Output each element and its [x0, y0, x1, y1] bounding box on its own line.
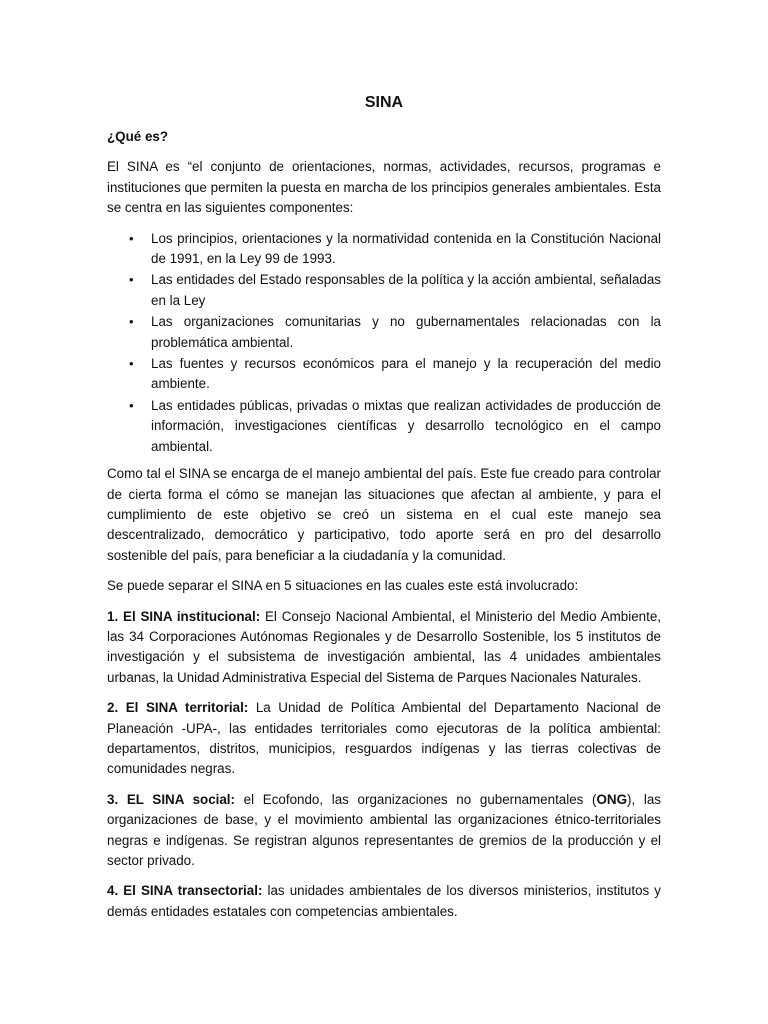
- section-social: [107, 790, 661, 872]
- section-transectorial-text: las unidades ambientales de los diversos ministerios, institutos y demás entidades estatales con competencias ambientales.: [107, 883, 661, 919]
- section-territorial-lead: 2. El SINA territorial:: [107, 700, 249, 716]
- document-title: SINA: [364, 94, 404, 111]
- function-paragraph: Como tal el SINA se encarga de el manejo ambiental del país. Este fue creado para controlar de cierta forma el cómo se manejan las situaciones que afectan al ambiente, y para el cumplimiento de este objetivo se creó un sistema en el cual este manejo sea descentralizado, democrático y participativo, todo aporte será en pro del desarrollo sostenible del país, para beneficiar a la ciudadanía y la comunidad.: [107, 466, 661, 563]
- list-item-text: Las fuentes y recursos económicos para el manejo y la recuperación del medio ambiente.: [151, 356, 661, 392]
- list-item: [107, 312, 661, 353]
- list-item-text: Las entidades públicas, privadas o mixtas que realizan actividades de producción de información, investigaciones científicas y desarrollo tecnológico en el campo ambiental.: [151, 397, 661, 454]
- situations-paragraph: Se puede separar el SINA en 5 situaciones en las cuales este está involucrado:: [107, 578, 579, 594]
- components-list: [107, 229, 661, 457]
- intro-paragraph: El SINA es “el conjunto de orientaciones, normas, actividades, recursos, programas e instituciones que permiten la puesta en marcha de los principios generales ambientales. Esta se centra en las siguientes componentes:: [107, 159, 661, 216]
- list-item-text: Las organizaciones comunitarias y no gubernamentales relacionadas con la problemática ambiental.: [151, 314, 661, 350]
- section-institucional-lead: 1. El SINA institucional:: [107, 608, 261, 624]
- section-heading-que-es: ¿Qué es?: [107, 129, 169, 144]
- section-territorial: [107, 698, 661, 780]
- section-transectorial-lead: 4. El SINA transectorial:: [107, 883, 263, 899]
- section-social-text-before: el Ecofondo, las organizaciones no gubernamentales (: [235, 791, 597, 807]
- bullet-icon: •: [129, 397, 134, 413]
- section-social-text-after: ), las organizaciones de base, y el movimiento ambiental las organizaciones étnico-territoriales negras e indígenas. Se registran algunos representantes de gremios de la producción y el sector privado.: [107, 791, 661, 868]
- bullet-icon: •: [129, 356, 134, 372]
- section-territorial-text: La Unidad de Política Ambiental del Departamento Nacional de Planeación -UPA-, las entidades territoriales como ejecutoras de la política ambiental: departamentos, distritos, municipios, resguardos indígenas y las tierras colectivas de comunidades negras.: [107, 700, 661, 777]
- document-page: [107, 92, 661, 932]
- list-item: [107, 270, 661, 311]
- ong-acronym: ONG: [596, 791, 628, 807]
- section-institucional: [107, 607, 661, 689]
- bullet-icon: •: [129, 314, 134, 330]
- bullet-icon: •: [129, 272, 134, 288]
- list-item: [107, 229, 661, 270]
- list-item-text: Los principios, orientaciones y la normatividad contenida en la Constitución Nacional de 1991, en la Ley 99 de 1993.: [151, 230, 661, 267]
- list-item: [107, 396, 661, 457]
- bullet-icon: •: [129, 230, 134, 246]
- list-item-text: Las entidades del Estado responsables de la política y la acción ambiental, señaladas en la Ley: [151, 272, 661, 308]
- section-institucional-text: El Consejo Nacional Ambiental, el Ministerio del Medio Ambiente, las 34 Corporaciones Autónomas Regionales y de Desarrollo Sostenible, los 5 institutos de investigación y el subsistema de investigación ambiental, las 4 unidades ambientales urbanas, la Unidad Administrativa Especial del Sistema de Parques Nacionales Naturales.: [107, 608, 661, 685]
- section-social-lead: 3. EL SINA social:: [107, 791, 235, 807]
- list-item: [107, 354, 661, 395]
- section-transectorial: [107, 881, 661, 922]
